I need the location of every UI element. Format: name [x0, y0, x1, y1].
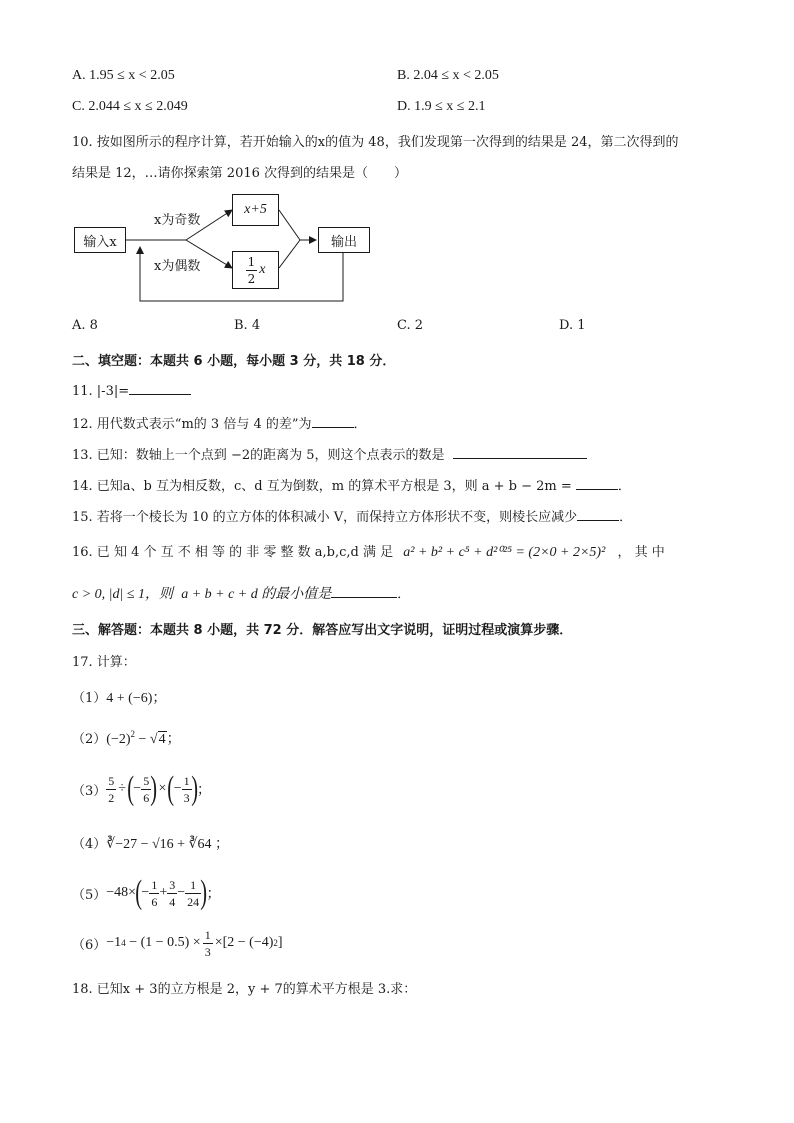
q16-period: ．: [397, 587, 411, 602]
q17-p2-radicand: 4: [158, 732, 166, 747]
flow-even-label: x为偶数: [154, 259, 201, 274]
q17-part6: [72, 923, 283, 963]
q17-p4-label: （4）: [72, 837, 107, 852]
section2-title: 二、填空题：本题共 6 小题，每小题 3 分，共 18 分．: [72, 354, 396, 369]
q10-option-a: A. 8: [72, 318, 98, 333]
flow-even-num: 1: [247, 254, 256, 269]
q13-blank: [453, 446, 587, 459]
q13-text: 13. 已知：数轴上一个点到 −2的距离为 5，则这个点表示的数是: [72, 448, 445, 463]
flow-even-var: x: [259, 262, 266, 277]
q18-text: 18. 已知x + 3的立方根是 2，y + 7的算术平方根是 3.求：: [72, 982, 417, 997]
q16-prefix: 16. 已 知 4 个 互 不 相 等 的 非 零 整 数 a,b,c,d 满 足: [72, 545, 394, 560]
q17-part1: [72, 687, 166, 707]
q9-option-a: A. 1.95 ≤ x < 2.05: [72, 68, 175, 83]
q17-p2-label: （2）: [72, 732, 107, 747]
q17-p3-expr: $\frac{5}{2}$ ÷ ( − $\frac{5}{6}$ ) × ( − $\frac{1}{3}$ ) ；: [108, 770, 211, 807]
q17-p1-label: （1）: [72, 691, 107, 706]
q17-p2-end: ；: [166, 732, 181, 747]
q12-period: ．: [353, 417, 367, 432]
flow-even-box: [232, 251, 279, 289]
q16-line1: [72, 541, 665, 561]
q10-option-d: D. 1: [559, 318, 586, 333]
q11: [72, 382, 191, 399]
section3-title: 三、解答题：本题共 8 小题，共 72 分．解答应写出文字说明，证明过程或演算步骤．: [72, 623, 573, 638]
q17-p2-minus: −: [135, 732, 150, 747]
q17-p4-expr: ∛−27 − √16 + ∛64 ；: [106, 837, 229, 852]
q17-p1-expr: 4 + (−6)；: [106, 691, 167, 706]
q15: [72, 506, 632, 525]
q17-p5-expr: −48× ( − $\frac{1}{6}$ + $\frac{3}{4}$ − $\frac{1}{24}$ ) ；: [106, 874, 221, 911]
q9-option-c: C. 2.044 ≤ x ≤ 2.049: [72, 99, 188, 114]
q10-option-b: B. 4: [234, 318, 261, 333]
q16-expression: a + b + c + d 的最小值是: [181, 587, 332, 602]
q10-text-line1: 10. 按如图所示的程序计算，若开始输入的x的值为 48，我们发现第一次得到的结果是 24，第二次得到的: [72, 135, 679, 150]
q9-option-b: B. 2.04 ≤ x < 2.05: [397, 68, 499, 83]
q17-part3: [72, 767, 211, 811]
q17-part4: [72, 833, 229, 853]
q17-title: 17. 计算：: [72, 655, 136, 670]
q16-line2: [72, 583, 410, 603]
flow-output-box: [318, 227, 370, 253]
flow-even-fraction: [246, 256, 258, 285]
q17-p5-label: （5）: [72, 887, 107, 903]
q17-p2-base: (−2): [106, 732, 131, 747]
flow-odd-box: [232, 194, 279, 226]
q15-text: 15. 若将一个棱长为 10 的立方体的体积减小 V，而保持立方体形状不变，则棱长应减少: [72, 510, 578, 525]
q17-p6-expr: −1 4 − (1 − 0.5) × $\frac{1}{3}$ ×[2 − (−4) 2 ]: [106, 927, 283, 959]
q14-blank: [576, 477, 618, 490]
q11-blank: [129, 382, 191, 395]
flow-input-box: [74, 227, 126, 253]
q16-condition: c > 0, |d| ≤ 1，则: [72, 587, 174, 602]
q13: [72, 444, 587, 463]
q16-equation: a² + b² + c⁵ + d²⁰²⁵ = (2×0 + 2×5)²: [403, 545, 606, 560]
flow-input-label: 输入x: [83, 234, 117, 250]
q14-text: 14. 已知a、b 互为相反数，c、d 互为倒数，m 的算术平方根是 3，则 a + b − 2m =: [72, 479, 572, 494]
q15-blank: [577, 508, 619, 521]
q17-part2: $(2)(-2)^2 - √4$；: [72, 729, 181, 747]
q10-text-line2: 结果是 12，…请你探索第 2016 次得到的结果是（ ）: [72, 166, 408, 181]
q17-p2-exponent: 2: [130, 729, 136, 739]
q12: [72, 413, 367, 432]
q14: [72, 475, 631, 494]
q11-text: 11. |-3|=: [72, 384, 130, 399]
flowchart-arrows: [0, 0, 794, 320]
q16-suffix: ， 其 中: [617, 545, 665, 560]
q14-period: ．: [617, 479, 631, 494]
flow-even-den: 2: [247, 271, 256, 286]
q17-part5: [72, 871, 220, 915]
q9-option-d: D. 1.9 ≤ x ≤ 2.1: [397, 99, 486, 114]
flow-output-label: 输出: [330, 234, 357, 250]
q15-period: ．: [619, 510, 633, 525]
q12-text: 12. 用代数式表示“m的 3 倍与 4 的差”为: [72, 417, 312, 432]
flow-odd-op: x+5: [244, 202, 267, 217]
q12-blank: [312, 415, 354, 428]
q10-option-c: C. 2: [397, 318, 424, 333]
q16-blank: [331, 585, 397, 598]
q17-p3-label: （3）: [72, 783, 107, 799]
q17-p6-label: （6）: [72, 937, 107, 953]
flow-odd-label: x为奇数: [154, 213, 201, 228]
